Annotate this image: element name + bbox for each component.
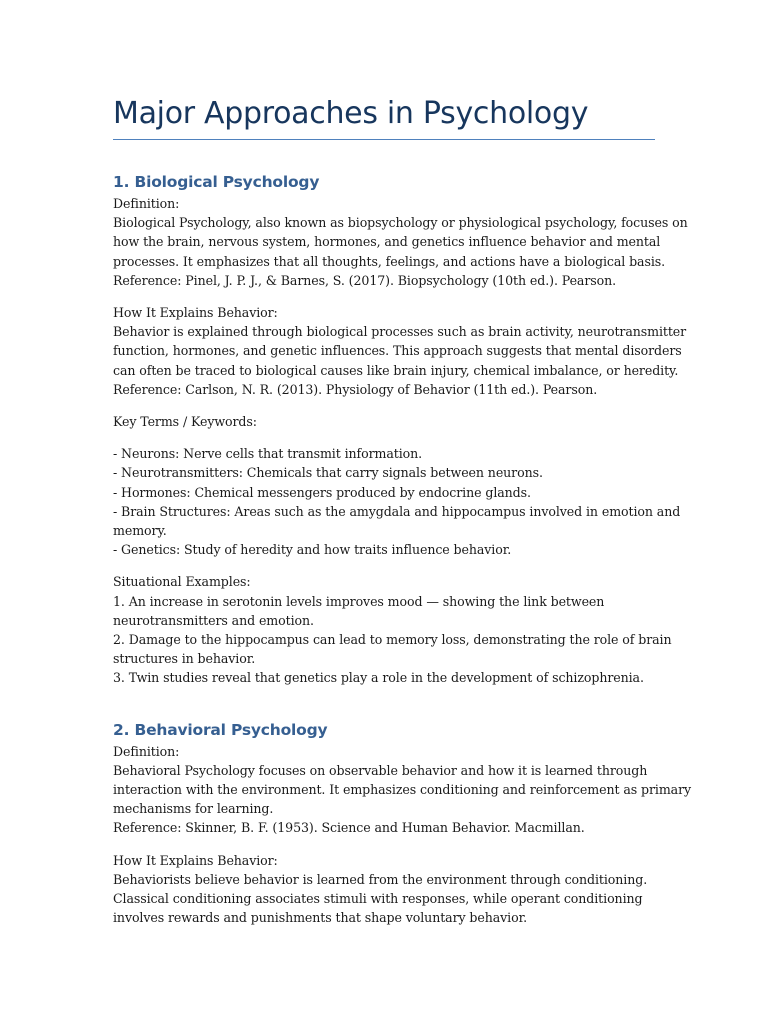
text-line: How It Explains Behavior: xyxy=(113,305,278,321)
section-heading-behavioral: 2. Behavioral Psychology xyxy=(113,720,328,739)
list-item: - Neurons: Nerve cells that transmit information. xyxy=(113,446,423,462)
text-line: How It Explains Behavior: xyxy=(113,852,278,868)
text-line: Definition: xyxy=(113,743,180,759)
text-line: Classical conditioning associates stimuli with responses, while operant conditioning xyxy=(113,891,643,907)
behavioral-definition xyxy=(113,742,692,838)
text-line: Biological Psychology, also known as biopsychology or physiological psychology, focuses on xyxy=(113,215,688,231)
text-line: 3. Twin studies reveal that genetics play a role in the development of schizophrenia. xyxy=(113,670,644,686)
biological-explains xyxy=(113,303,687,399)
document-body xyxy=(113,170,692,928)
text-line: how the brain, nervous system, hormones, and genetics influence behavior and mental xyxy=(113,234,661,250)
biological-definition xyxy=(113,194,688,290)
text-line: interaction with the environment. It emphasizes conditioning and reinforcement as primary xyxy=(113,782,692,798)
text-line: Situational Examples: xyxy=(113,574,251,590)
text-line: can often be traced to biological causes like brain injury, chemical imbalance, or heredity. xyxy=(113,362,679,378)
text-line: processes. It emphasizes that all thoughts, feelings, and actions have a biological basis. xyxy=(113,253,666,269)
list-item: - Neurotransmitters: Chemicals that carry signals between neurons. xyxy=(113,465,543,481)
key-terms-list xyxy=(113,444,681,559)
list-item: - Brain Structures: Areas such as the amygdala and hippocampus involved in emotion and xyxy=(113,503,681,519)
text-line: involves rewards and punishments that shape voluntary behavior. xyxy=(113,910,528,926)
situational-examples xyxy=(113,572,672,687)
text-line: 1. An increase in serotonin levels improves mood — showing the link between xyxy=(113,593,605,609)
behavioral-explains xyxy=(113,851,658,928)
list-item: memory. xyxy=(113,523,167,539)
text-line: Definition: xyxy=(113,196,180,211)
list-item: - Genetics: Study of heredity and how traits influence behavior. xyxy=(113,542,512,558)
text-line: Behavior is explained through biological processes such as brain activity, neurotransmitter xyxy=(113,324,687,340)
text-line: Reference: Skinner, B. F. (1953). Science and Human Behavior. Macmillan. xyxy=(113,820,585,836)
text-line: neurotransmitters and emotion. xyxy=(113,612,314,628)
text-line: Key Terms / Keywords: xyxy=(113,414,257,430)
text-line: Reference: Carlson, N. R. (2013). Physiology of Behavior (11th ed.). Pearson. xyxy=(113,381,598,397)
document-title: Major Approaches in Psychology xyxy=(113,96,589,131)
text-line: Behaviorists believe behavior is learned from the environment through conditioning. xyxy=(113,871,648,887)
list-item: - Hormones: Chemical messengers produced by endocrine glands. xyxy=(113,484,531,500)
text-line: Behavioral Psychology focuses on observable behavior and how it is learned through xyxy=(113,762,648,778)
key-terms-label xyxy=(113,412,658,431)
text-line: Reference: Pinel, J. P. J., & Barnes, S. (2017). Biopsychology (10th ed.). Pearson. xyxy=(113,272,617,288)
text-line: 2. Damage to the hippocampus can lead to memory loss, demonstrating the role of brain xyxy=(113,632,672,648)
section-heading-biological: 1. Biological Psychology xyxy=(113,173,320,191)
title-underline xyxy=(113,139,655,140)
text-line: function, hormones, and genetic influences. This approach suggests that mental disorders xyxy=(113,343,682,359)
text-line: structures in behavior. xyxy=(113,651,256,667)
text-line: mechanisms for learning. xyxy=(113,801,274,817)
